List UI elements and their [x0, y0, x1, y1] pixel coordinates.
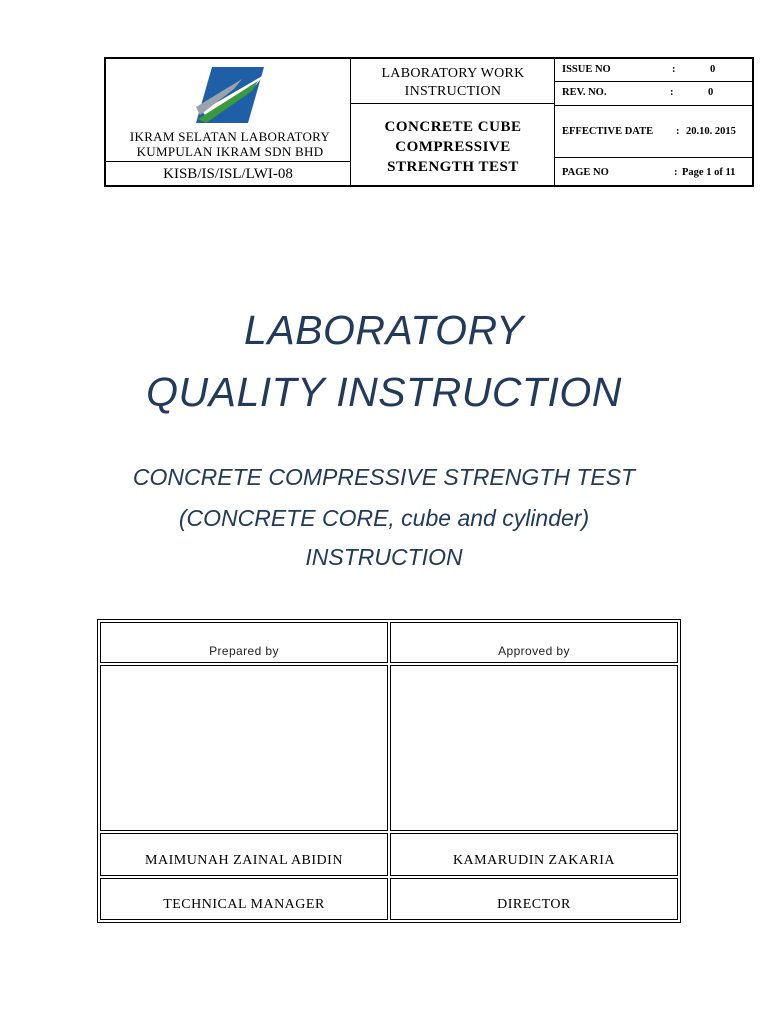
header-divider	[350, 59, 351, 185]
rev-no-label: REV. NO.	[562, 87, 607, 98]
approved-name: KAMARUDIN ZAKARIA	[452, 853, 616, 868]
document-type-line2: INSTRUCTION	[404, 84, 502, 99]
approved-by-label: Approved by	[498, 644, 570, 658]
issue-no-label: ISSUE NO	[562, 64, 611, 75]
effective-date-label: EFFECTIVE DATE	[562, 126, 654, 137]
prepared-name: MAIMUNAH ZAINAL ABIDIN	[145, 853, 343, 868]
approved-role: DIRECTOR	[497, 897, 571, 912]
document-header	[104, 57, 754, 187]
prepared-role-cell	[100, 878, 388, 920]
rev-no-value: 0	[708, 87, 714, 98]
prepared-role: TECHNICAL MANAGER	[163, 897, 325, 912]
approved-signature-box	[390, 665, 678, 831]
subtitle-line2: (CONCRETE CORE, cube and cylinder)	[178, 505, 590, 531]
subtitle-line1: CONCRETE COMPRESSIVE STRENGTH TEST	[132, 464, 636, 490]
rev-no-colon: :	[670, 87, 674, 98]
document-type-line1: LABORATORY WORK	[381, 66, 525, 81]
issue-no-colon: :	[672, 64, 676, 75]
page-no-value: Page 1 of 11	[682, 167, 736, 178]
header-divider	[106, 161, 350, 162]
document-title	[352, 117, 554, 177]
approval-table	[97, 619, 681, 923]
document-title-line1: CONCRETE CUBE	[384, 119, 522, 135]
document-title-line3: STRENGTH TEST	[387, 159, 519, 175]
document-title-line2: COMPRESSIVE	[395, 139, 511, 155]
approved-role-cell	[390, 878, 678, 920]
prepared-by-header	[100, 622, 388, 663]
main-title-line2: QUALITY INSTRUCTION	[146, 369, 622, 415]
document-type	[352, 65, 554, 101]
prepared-by-label: Prepared by	[209, 644, 279, 658]
organization-name	[110, 129, 350, 159]
document-number: KISB/IS/ISL/LWI-08	[163, 166, 293, 182]
main-title-line1: LABORATORY	[244, 307, 524, 353]
effective-date-value: 20.10. 2015	[686, 126, 736, 137]
page-no-colon: :	[674, 167, 678, 178]
approved-name-cell	[390, 833, 678, 876]
header-divider	[554, 81, 752, 82]
effective-date-colon: :	[676, 126, 680, 137]
header-divider	[350, 103, 554, 104]
organization-line2: KUMPULAN IKRAM SDN BHD	[136, 144, 324, 159]
header-divider	[554, 157, 752, 158]
prepared-name-cell	[100, 833, 388, 876]
header-divider	[554, 105, 752, 106]
approved-by-header	[390, 622, 678, 663]
organization-line1: IKRAM SELATAN LABORATORY	[129, 129, 331, 144]
header-divider	[554, 59, 555, 185]
prepared-signature-box	[100, 665, 388, 831]
subtitle-line3: INSTRUCTION	[305, 544, 463, 570]
page-no-label: PAGE NO	[562, 167, 609, 178]
ikram-logo	[194, 67, 264, 123]
issue-no-value: 0	[710, 64, 716, 75]
